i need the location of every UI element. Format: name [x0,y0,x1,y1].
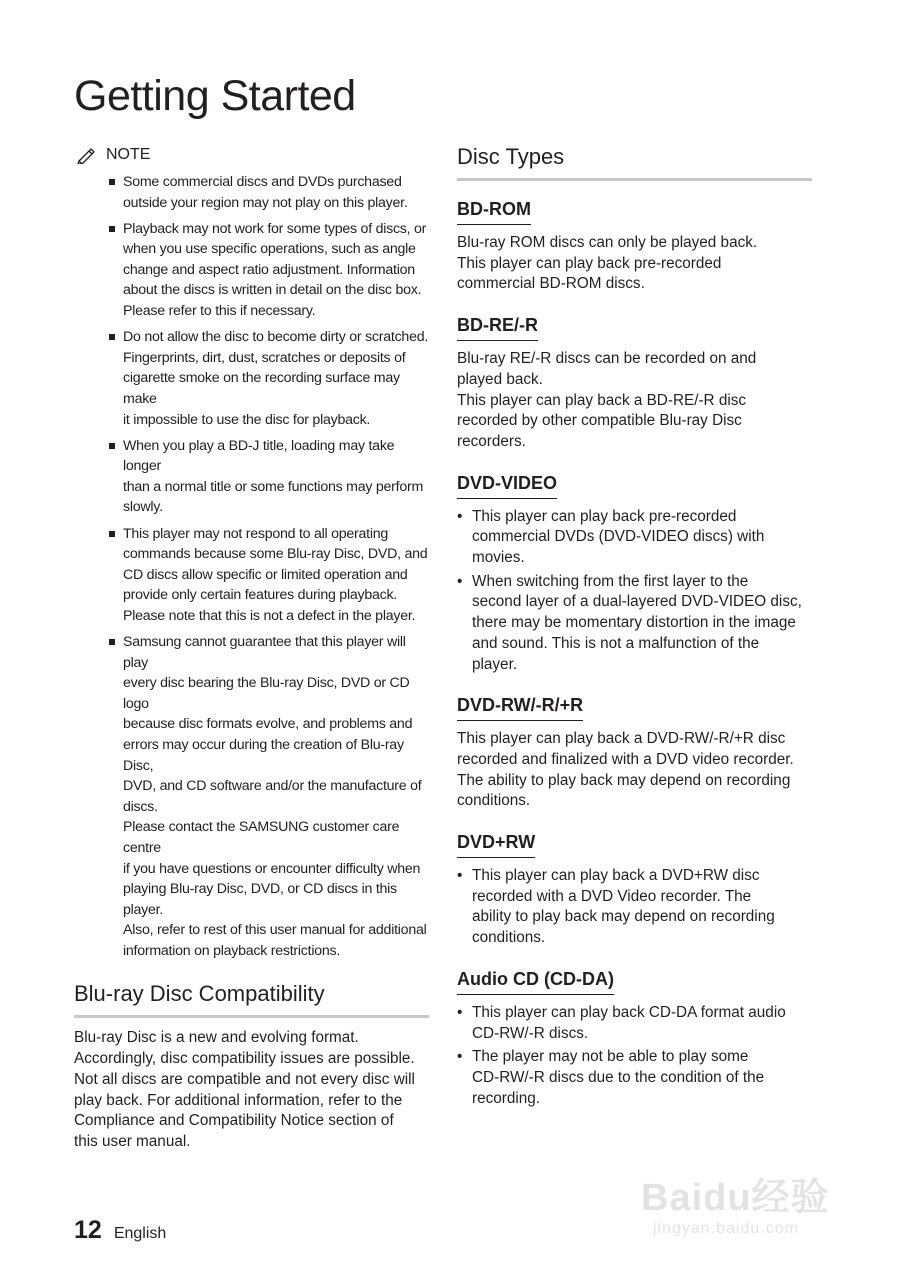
note-item [123,436,429,518]
disc-section [457,832,812,949]
text-line: information on playback restrictions. [123,942,341,959]
text-line: The ability to play back may depend on recording [457,771,791,789]
text-line: errors may occur during the creation of Blu-ray Disc, [123,736,404,774]
text-line: DVD, and CD software and/or the manufacture of [123,778,422,795]
note-item [123,632,429,962]
text-line: This player can play back a DVD-RW/-R/+R disc [457,730,786,748]
compat-paragraph [74,1028,429,1152]
text-line: ability to play back may depend on recording [472,908,775,926]
text-line: second layer of a dual-layered DVD-VIDEO disc, [472,593,802,611]
disc-sections [457,199,812,1109]
text-line: Accordingly, disc compatibility issues are possible. [74,1050,415,1068]
disc-section [457,969,812,1110]
text-line: because disc formats evolve, and problems and [123,716,413,733]
text-line: Fingerprints, dirt, dust, scratches or deposits of [123,349,406,366]
text-line: play back. For additional information, refer to the [74,1091,403,1109]
disc-type-list [457,1003,812,1110]
text-line: movies. [472,549,525,567]
text-line: played back. [457,370,543,388]
note-item [123,219,429,322]
text-line: This player can play back pre-recorded [457,254,722,272]
text-line: change and aspect ratio adjustment. Information [123,261,415,278]
text-line: CD-RW/-R discs due to the condition of the [472,1068,765,1086]
watermark-url: jingyan.baidu.com [653,1220,799,1237]
text-line: Playback may not work for some types of discs, or [123,220,427,237]
text-line: player. [472,655,518,673]
square-bullet-icon [109,531,115,537]
disc-type-list [457,507,812,676]
text-line: there may be momentary distortion in the image [472,614,796,632]
text-line: Please note that this is not a defect in the player. [123,607,416,624]
text-line: • The player may not be able to play some [472,1048,749,1066]
disc-type-heading: DVD+RW [457,832,535,858]
disc-section [457,199,812,295]
text-line: Not all discs are compatible and not every disc will [74,1070,415,1088]
note-header [76,144,429,166]
text-line: playing Blu-ray Disc, DVD, or CD discs in this player. [123,881,397,918]
text-line: commercial DVDs (DVD-VIDEO discs) with [472,528,765,546]
list-item [472,1047,812,1109]
text-line: conditions. [457,792,531,810]
page-language: English [113,1225,167,1242]
text-line: Compliance and Compatibility Notice section of [74,1112,394,1130]
list-item [472,572,812,676]
note-label: NOTE [106,146,151,163]
text-line: CD discs allow specific or limited operation and [123,566,408,583]
list-item [472,1003,812,1044]
text-line: Blu-ray Disc is a new and evolving format. [74,1029,359,1047]
text-line: • This player can play back a DVD+RW disc [472,867,760,885]
square-bullet-icon [109,226,115,232]
compat-title: Blu-ray Disc Compatibility [74,981,429,1018]
text-line: recorders. [457,432,526,450]
square-bullet-icon [109,179,115,185]
disc-type-description [457,233,812,295]
left-column [74,144,429,1153]
page-title: Getting Started [74,72,356,120]
text-line: cigarette smoke on the recording surface may make [123,370,400,407]
note-list [74,172,429,961]
disc-section [457,473,812,676]
note-item [123,172,429,213]
list-item [472,866,812,949]
text-line: commercial BD-ROM discs. [457,275,645,293]
text-line: Also, refer to rest of this user manual for additional [123,922,427,939]
square-bullet-icon [109,443,115,449]
text-line: recorded with a DVD Video recorder. The [472,887,752,905]
text-line: • When switching from the first layer to the [472,572,749,590]
watermark [641,1142,853,1244]
watermark-logo: Baidu经验 [641,1177,830,1219]
text-line: CD-RW/-R discs. [472,1024,589,1042]
disc-type-heading: DVD-VIDEO [457,473,557,499]
text-line: discs. [123,798,158,815]
text-line: Please contact the SAMSUNG customer care centre [123,819,400,856]
disc-type-heading: DVD-RW/-R/+R [457,695,583,721]
text-line: Do not allow the disc to become dirty or scratched. [123,329,429,346]
text-line: than a normal title or some functions may perform [123,478,424,495]
text-line: if you have questions or encounter difficulty when [123,860,421,877]
disc-type-heading: BD-RE/-R [457,315,538,341]
text-line: provide only certain features during playback. [123,587,397,604]
text-line: Some commercial discs and DVDs purchased [123,174,402,190]
square-bullet-icon [109,334,115,340]
text-line: and sound. This is not a malfunction of the [472,634,760,652]
note-item [123,524,429,627]
text-line: when you use specific operations, such as angle [123,241,416,258]
text-line: Please refer to this if necessary. [123,303,316,320]
text-line: • This player can play back pre-recorded [472,507,737,525]
text-line: This player can play back a BD-RE/-R disc [457,391,747,409]
text-line: recorded by other compatible Blu-ray Disc [457,412,742,430]
disc-section [457,695,812,812]
text-line: recorded and finalized with a DVD video recorder. [457,750,794,768]
text-line: it impossible to use the disc for playback. [123,411,371,428]
text-line: this user manual. [74,1132,191,1150]
text-line: recording. [472,1089,541,1107]
text-line: outside your region may not play on this player. [123,194,408,211]
disc-section [457,315,812,453]
text-line: conditions. [472,929,546,947]
list-item [472,507,812,569]
disc-type-heading: Audio CD (CD-DA) [457,969,614,995]
right-column [457,144,812,1112]
disc-type-list [457,866,812,949]
text-line: commands because some Blu-ray Disc, DVD, and [123,546,428,563]
disc-type-description [457,349,812,453]
text-line: Blu-ray ROM discs can only be played back. [457,234,758,251]
text-line: every disc bearing the Blu-ray Disc, DVD or CD logo [123,675,410,712]
text-line: Blu-ray RE/-R discs can be recorded on and [457,350,757,368]
page-footer [74,1216,166,1245]
disc-type-description [457,729,812,812]
note-item [123,327,429,430]
page-number: 12 [74,1216,102,1244]
text-line: • This player can play back CD-DA format audio [472,1003,786,1021]
text-line: slowly. [123,499,163,516]
disc-types-title: Disc Types [457,144,812,181]
compat-section [74,981,429,1152]
text-line: When you play a BD-J title, loading may take longer [123,437,395,475]
text-line: This player may not respond to all operating [123,525,389,542]
text-line: Samsung cannot guarantee that this player will play [123,633,406,671]
disc-type-heading: BD-ROM [457,199,531,225]
text-line: about the discs is written in detail on the disc box. [123,282,422,299]
pencil-icon [76,146,98,164]
square-bullet-icon [109,639,115,645]
